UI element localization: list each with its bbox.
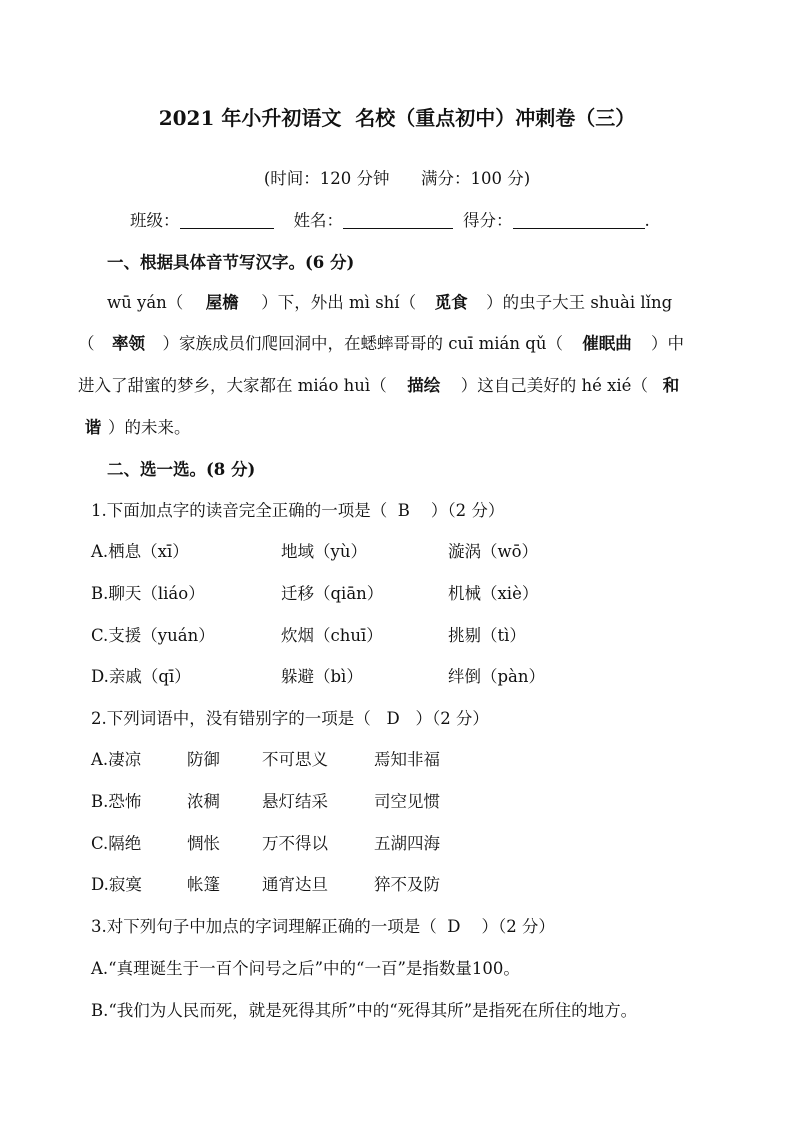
q3-option-b: B.“我们为人民而死，就是死得其所”中的“死得其所”是指死在所住的地方。 <box>91 1001 638 1020</box>
q2-option-a-word3: 不可思义 <box>262 750 328 769</box>
q2-option-c: C.隔绝 <box>91 834 142 853</box>
q2-option-d-word4: 猝不及防 <box>374 875 440 894</box>
q1-option-d-word2: 躲避（bì） <box>281 667 363 686</box>
q2-option-d-word2: 帐篷 <box>187 875 220 894</box>
q2-option-b-word4: 司空见惯 <box>374 792 440 811</box>
end-dot: . <box>644 211 650 230</box>
exam-meta: (时间：120 分钟 满分：100 分) <box>263 169 531 188</box>
q2-option-a: A.凄凉 <box>91 750 142 769</box>
answer-blank: 屋檐 <box>205 293 239 312</box>
q1-option-d: D.亲戚（qī） <box>91 667 191 686</box>
q2-option-c-word3: 万不得以 <box>262 834 328 853</box>
q1-option-c-word2: 炊烟（chuī） <box>281 626 383 645</box>
q2-option-d: D.寂寞 <box>91 875 142 894</box>
q2-option-b-word3: 悬灯结采 <box>262 792 328 811</box>
name-label: 姓名： <box>293 211 343 230</box>
info-row <box>130 210 650 232</box>
answer-blank: 谐 <box>84 418 102 437</box>
q2-option-b-word2: 浓稠 <box>187 792 220 811</box>
class-blank[interactable] <box>180 212 274 229</box>
answer-blank: 催眠曲 <box>582 334 632 353</box>
page-title: 2021 年小升初语文 名校（重点初中）冲刺卷（三） <box>158 106 636 130</box>
q1-option-c: C.支援（yuán） <box>91 626 215 645</box>
q1-option-a: A.栖息（xī） <box>91 542 189 561</box>
q1-option-c-word3: 挑剔（tì） <box>448 626 526 645</box>
q1-option-a-word2: 地域（yù） <box>281 542 367 561</box>
q1-option-a-word3: 漩涡（wō） <box>448 542 539 561</box>
q3-option-a: A.“真理诞生于一百个问号之后”中的“一百”是指数量100。 <box>91 959 520 978</box>
q1-option-b-word3: 机械（xiè） <box>448 584 539 603</box>
q1-option-b: B.聊天（liáo） <box>91 584 205 603</box>
answer-blank: 觅食 <box>434 293 468 312</box>
q2-option-b: B.恐怖 <box>91 792 142 811</box>
s1-line-1: wū yán（ 屋檐 ）下，外出 mì shí（ 觅食 ）的虫子大王 shuài lǐng <box>107 293 673 312</box>
name-blank[interactable] <box>343 212 453 229</box>
q2-option-a-word4: 焉知非福 <box>374 750 440 769</box>
section2-heading: 二、选一选。(8 分) <box>107 460 256 479</box>
q2-option-c-word4: 五湖四海 <box>374 834 440 853</box>
q1-option-b-word2: 迁移（qiān） <box>281 584 384 603</box>
score-blank[interactable] <box>513 212 645 229</box>
q2-option-a-word2: 防御 <box>187 750 220 769</box>
s1-line-3: 进入了甜蜜的梦乡，大家都在 miáo huì（ 描绘 ）这自己美好的 hé xié（ 和 <box>78 375 694 397</box>
score-label: 得分： <box>463 211 513 230</box>
s1-line-4: 谐 ）的未来。 <box>78 417 191 439</box>
q2-stem: 2.下列词语中，没有错别字的一项是（ D ）（2 分） <box>91 709 489 728</box>
section1-heading: 一、根据具体音节写汉字。(6 分) <box>107 253 355 272</box>
q1-option-d-word3: 绊倒（pàn） <box>448 667 546 686</box>
answer-blank: 和 <box>662 376 680 395</box>
answer-blank: 描绘 <box>407 376 441 395</box>
q2-option-c-word2: 惆怅 <box>187 834 220 853</box>
answer-blank: 率领 <box>112 334 145 353</box>
class-label: 班级： <box>130 211 180 230</box>
q2-option-d-word3: 通宵达旦 <box>262 875 328 894</box>
q3-stem: 3.对下列句子中加点的字词理解正确的一项是（ D ）（2 分） <box>91 917 555 936</box>
s1-line-2: （ 率领 ）家族成员们爬回洞中，在蟋蟀哥哥的 cuī mián qǔ（ 催眠曲 ）中 <box>78 334 684 353</box>
q1-stem: 1.下面加点字的读音完全正确的一项是（ B ）（2 分） <box>91 501 505 520</box>
